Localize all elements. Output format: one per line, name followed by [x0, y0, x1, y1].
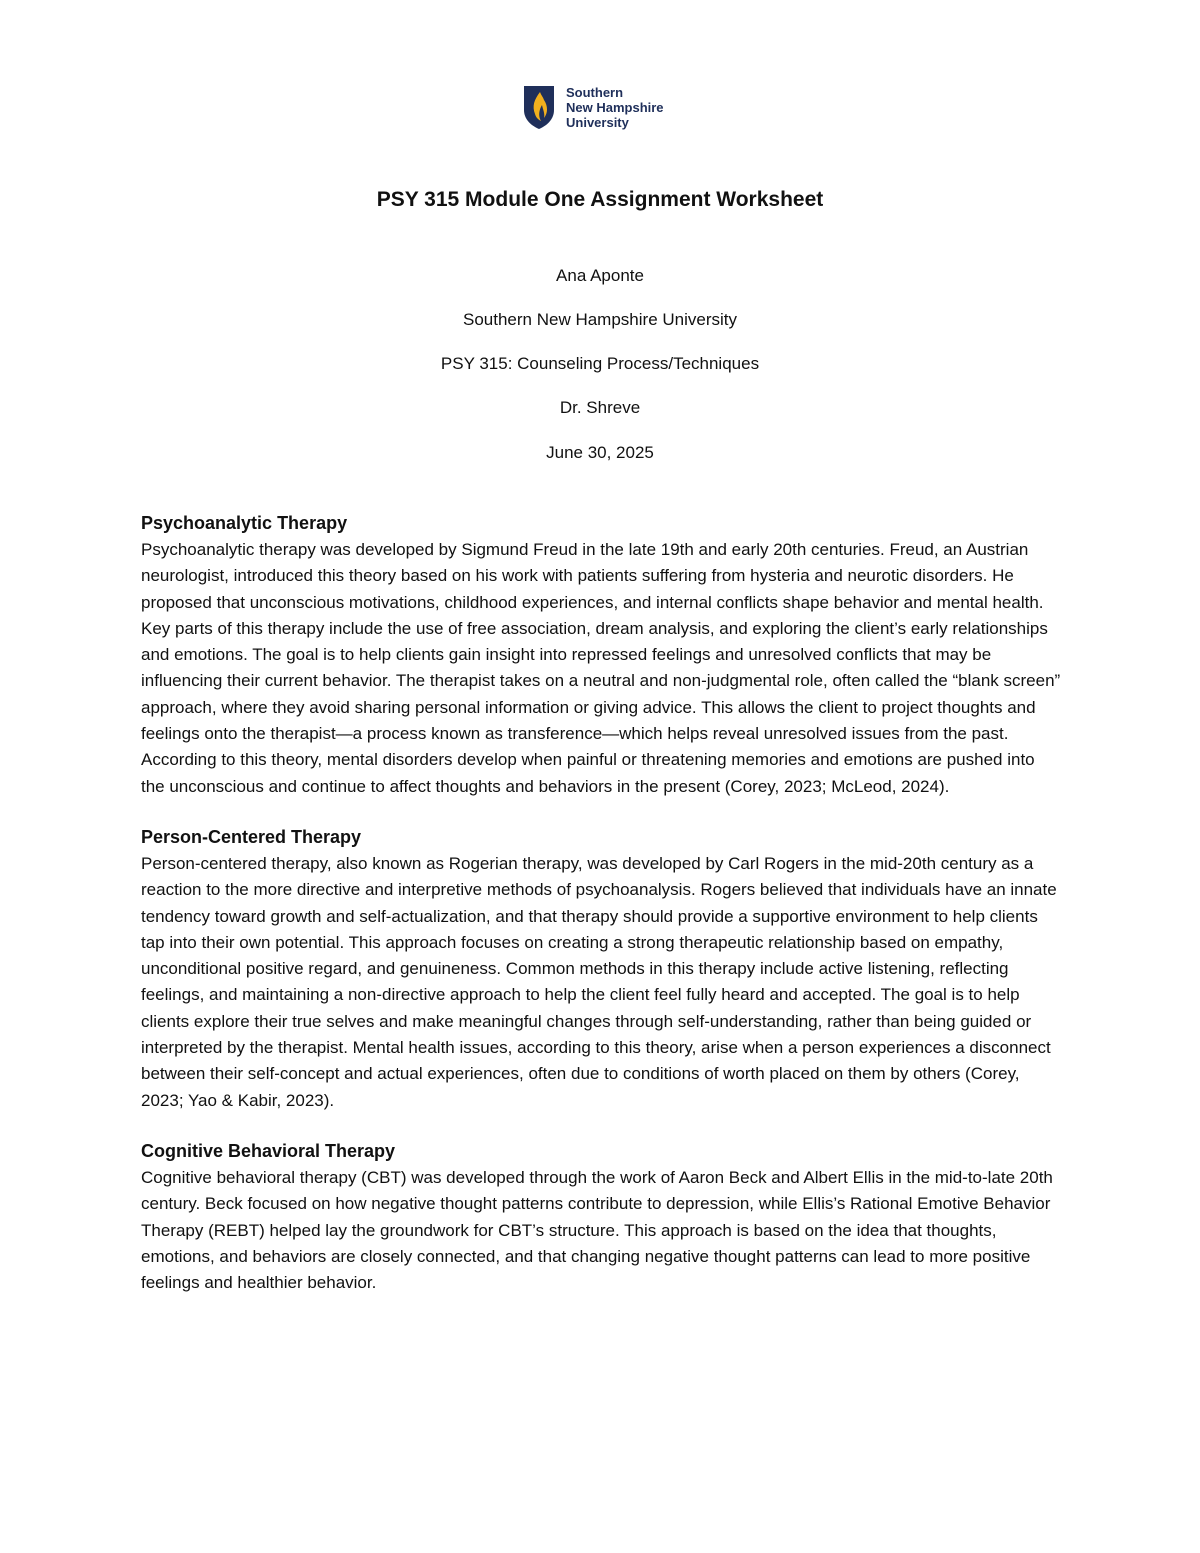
- section-heading: Psychoanalytic Therapy: [141, 513, 348, 533]
- section-psychoanalytic: [141, 510, 1061, 800]
- shield-flame-icon: [522, 84, 556, 130]
- institution-name: Southern New Hampshire University: [463, 310, 737, 329]
- section-heading: Person-Centered Therapy: [141, 826, 362, 847]
- logo-wordmark: [566, 85, 664, 130]
- section-paragraph: Cognitive behavioral therapy (CBT) was developed through the work of Aaron Beck and Albert Ellis in the mid-to-late 20th century. Beck focused on how negative thought patterns contribute to depression, while Ellis’s Rational Emotive Behavior Therapy (REBT) helped lay the groundwork for CBT’s structure. This approach is based on the idea that thoughts, emotions, and behaviors are closely connected, and that changing negative thought patterns can lead to more positive feelings and healthier behavior.: [141, 1167, 1053, 1293]
- instructor-name: Dr. Shreve: [559, 398, 641, 417]
- logo-line: Southern: [566, 84, 624, 100]
- university-logo: [522, 84, 664, 130]
- logo-line: University: [566, 114, 629, 130]
- author-name: Ana Aponte: [556, 266, 644, 285]
- document-date: June 30, 2025: [546, 443, 654, 462]
- section-person-centered: [141, 824, 1061, 1114]
- course-name: PSY 315: Counseling Process/Techniques: [440, 354, 760, 373]
- section-paragraph: Person-centered therapy, also known as Rogerian therapy, was developed by Carl Rogers in the mid-20th century as a reaction to the more directive and interpretive methods of psychoanalysis. Rogers believed that individuals have an innate tendency toward growth and self-actualization, and that therapy should provide a supportive environment to help clients tap into their own potential. This approach focuses on creating a strong therapeutic relationship based on empathy, unconditional positive regard, and genuineness. Common methods in this therapy include active listening, reflecting feelings, and maintaining a non-directive approach to help the client feel fully heard and accepted. The goal is to help clients explore their true selves and make meaningful changes through self-understanding, rather than being guided or interpreted by the therapist. Mental health issues, according to this theory, arise when a person experiences a disconnect between their self-concept and actual experiences, often due to conditions of worth placed on them by others (Corey, 2023; Yao & Kabir, 2023).: [141, 853, 1057, 1110]
- logo-line: New Hampshire: [566, 99, 664, 115]
- section-paragraph: Psychoanalytic therapy was developed by Sigmund Freud in the late 19th and early 20th centuries. Freud, an Austrian neurologist, introduced this theory based on his work with patients suffering from hysteria and neurotic disorders. He proposed that unconscious motivations, childhood experiences, and internal conflicts shape behavior and mental health. Key parts of this therapy include the use of free association, dream analysis, and exploring the client’s early relationships and emotions. The goal is to help clients gain insight into repressed feelings and unresolved conflicts that may be influencing their current behavior. The therapist takes on a neutral and non-judgmental role, often called the “blank screen” approach, where they avoid sharing personal information or giving advice. This allows the client to project thoughts and feelings onto the therapist—a process known as transference—which helps reveal unresolved issues from the past. According to this theory, mental disorders develop when painful or threatening memories and emotions are pushed into the unconscious and continue to affect thoughts and behaviors in the present (Corey, 2023; McLeod, 2024).: [141, 540, 1061, 796]
- section-heading: Cognitive Behavioral Therapy: [141, 1140, 396, 1161]
- section-cbt: [141, 1138, 1061, 1296]
- document-title: PSY 315 Module One Assignment Worksheet: [376, 188, 824, 211]
- document-body: [141, 510, 1061, 1320]
